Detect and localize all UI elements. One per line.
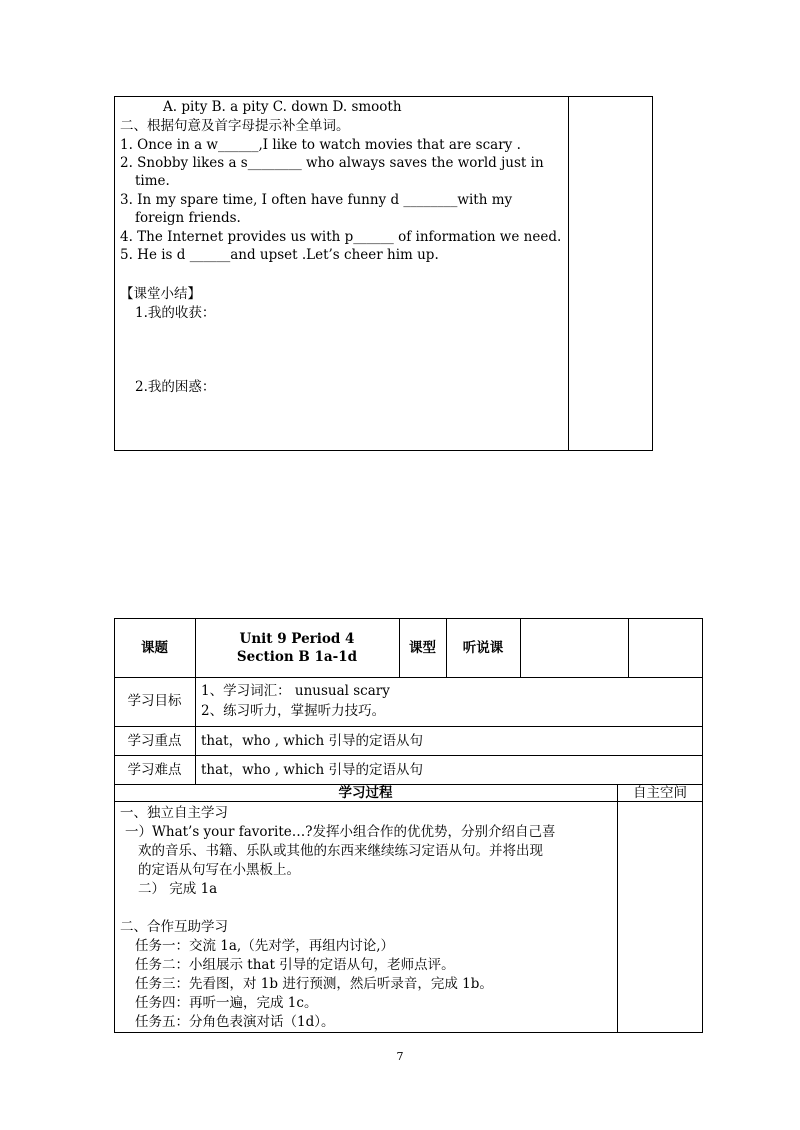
process-line: 任务三：先看图，对 1b 进行预测，然后听录音，完成 1b。 (135, 976, 493, 992)
answer-options: A. pity B. a pity C. down D. smooth (163, 99, 402, 115)
exercise-line: time. (135, 173, 170, 189)
process-line: 任务二：小组展示 that 引导的定语从句，老师点评。 (135, 957, 455, 973)
row-divider (114, 677, 703, 678)
col-divider (617, 784, 618, 1033)
process-line: 一、独立自主学习 (120, 805, 228, 821)
row-divider (114, 726, 703, 727)
top-table-divider (568, 96, 569, 451)
exercise-line: 1. Once in a w______,I like to watch movies that are scary . (120, 137, 521, 153)
page-number: 7 (396, 1050, 404, 1063)
process-label: 学习过程 (338, 785, 393, 801)
summary-gain: 1.我的收获： (135, 305, 216, 321)
exercise-line: 2. Snobby likes a s________ who always saves the world just in (120, 155, 544, 171)
key-value: that，who , which 引导的定语从句 (201, 733, 423, 749)
type-label: 课型 (409, 640, 436, 656)
process-line: 一）What’s your favorite…?发挥小组合作的优优势，分别介绍自己喜 (125, 824, 556, 840)
process-line: 二） 完成 1a (138, 881, 218, 897)
summary-confusion: 2.我的困惑： (135, 379, 216, 395)
difficulty-value: that，who , which 引导的定语从句 (201, 762, 423, 778)
process-line: 的定语从句写在小黑板上。 (138, 862, 300, 878)
topic-label: 课题 (141, 640, 168, 656)
col-divider (628, 618, 629, 677)
goals-line: 2、练习听力，掌握听力技巧。 (201, 703, 386, 719)
exercise-line: 5. He is d ______and upset .Let’s cheer him up. (120, 247, 439, 263)
exercise-line: foreign friends. (135, 210, 241, 226)
process-line: 二、合作互助学习 (120, 919, 228, 935)
summary-title: 【课堂小结】 (120, 286, 201, 302)
exercise-line: 4. The Internet provides us with p______ of information we need. (120, 229, 562, 245)
row-divider (114, 755, 703, 756)
col-divider (520, 618, 521, 677)
section2-title: 二、根据句意及首字母提示补全单词。 (120, 118, 350, 134)
process-line: 任务五：分角色表演对话（1d）。 (135, 1014, 335, 1030)
key-label: 学习重点 (127, 733, 182, 749)
space-label: 自主空间 (633, 785, 687, 801)
goals-label: 学习目标 (127, 693, 182, 709)
lesson-title-line2: Section B 1a-1d (236, 649, 358, 665)
process-line: 任务四：再听一遍，完成 1c。 (135, 995, 318, 1011)
lesson-title-line1: Unit 9 Period 4 (239, 631, 355, 647)
difficulty-label: 学习难点 (127, 762, 182, 778)
type-value: 听说课 (462, 640, 504, 656)
process-line: 任务一：交流 1a,（先对学，再组内讨论,） (135, 938, 395, 954)
goals-line: 1、学习词汇： unusual scary (201, 683, 390, 699)
process-line: 欢的音乐、书籍、乐队或其他的东西来继续练习定语从句。并将出现 (138, 843, 543, 859)
exercise-line: 3. In my spare time, I often have funny d ________with my (120, 192, 513, 208)
